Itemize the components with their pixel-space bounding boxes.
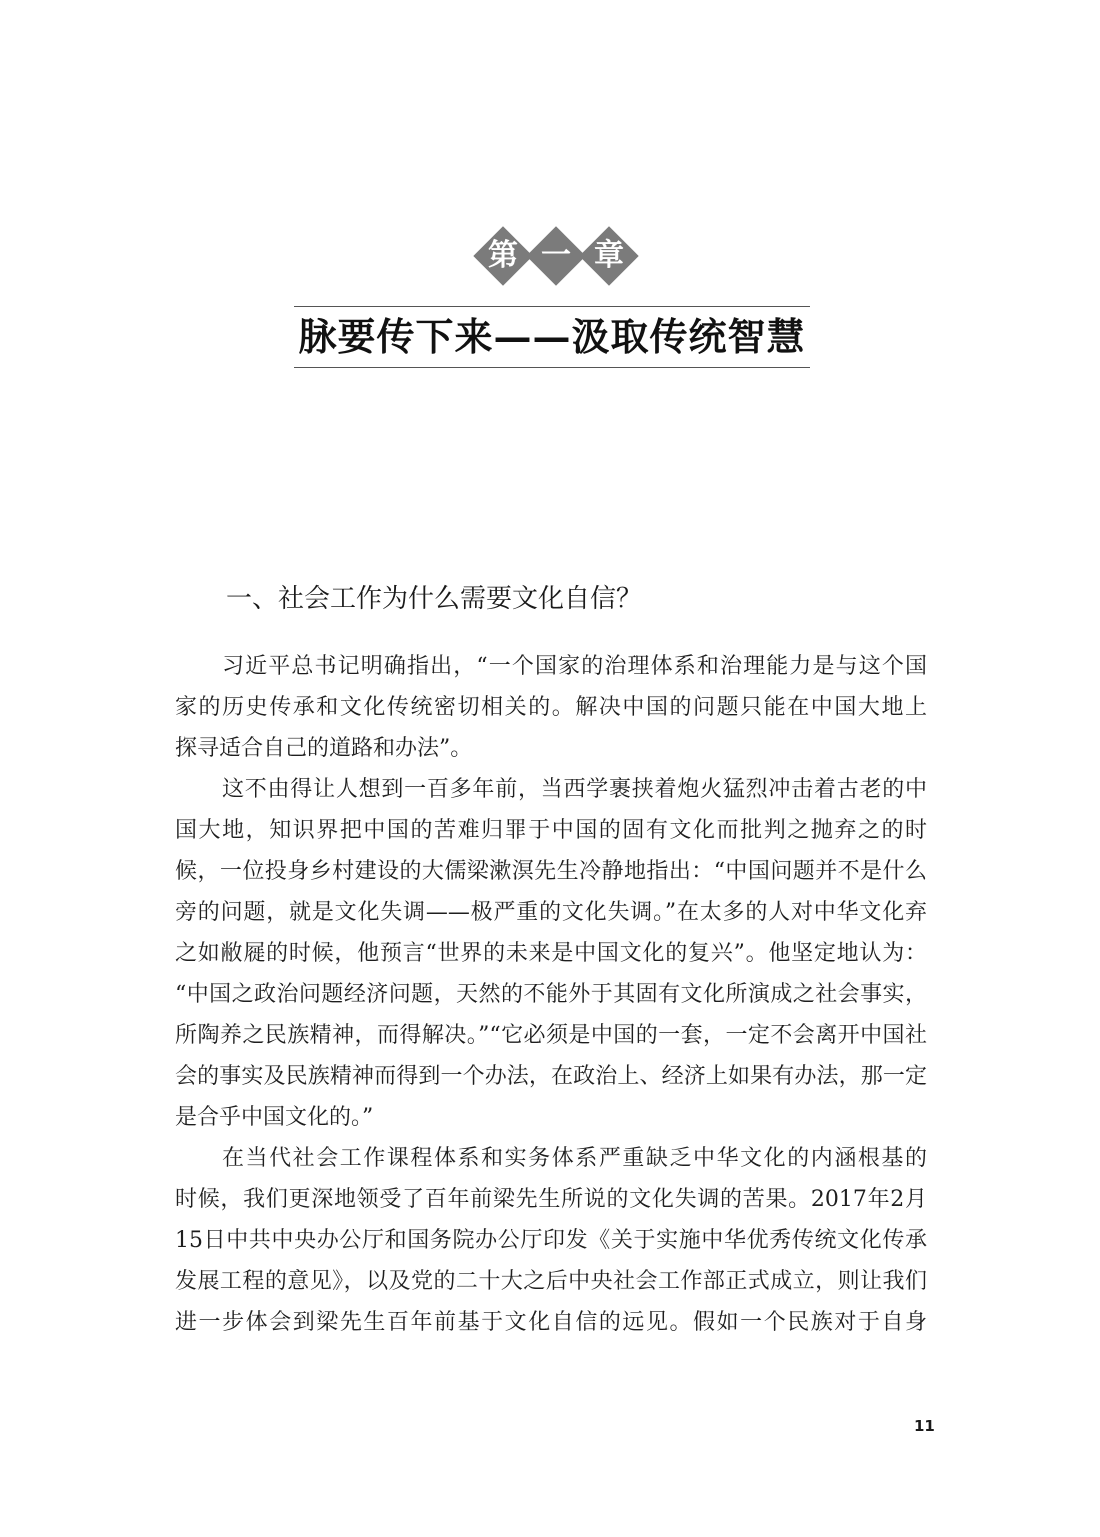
paragraph-line: “中国之政治问题经济问题，天然的不能外于其固有文化所演成之社会事实， [175,982,927,1007]
paragraph-line: 所陶养之民族精神，而得解决。”“它必须是中国的一套，一定不会离开中国社 [175,1023,927,1048]
paragraph-line: 旁的问题，就是文化失调——极严重的文化失调。”在太多的人对中华文化弃 [175,900,927,925]
chapter-badge-diamond [526,226,586,286]
chapter-badge-char: 第 [488,238,518,273]
paragraph-line: 15日中共中央办公厅和国务院办公厅印发《关于实施中华优秀传统文化传承 [175,1228,927,1253]
paragraph-line: 进一步体会到梁先生百年前基于文化自信的远见。假如一个民族对于自身 [175,1310,927,1335]
chapter-badge [470,224,636,288]
paragraph-line: 会的事实及民族精神而得到一个办法，在政治上、经济上如果有办法，那一定 [175,1064,927,1089]
paragraph-line: 候，一位投身乡村建设的大儒梁漱溟先生冷静地指出：“中国问题并不是什么 [175,859,927,884]
paragraph-line: 习近平总书记明确指出，“一个国家的治理体系和治理能力是与这个国 [222,654,927,679]
chapter-badge-char: 章 [594,238,624,273]
chapter-title-block [294,306,810,368]
paragraph-line: 时候，我们更深地领受了百年前梁先生所说的文化失调的苦果。2017年2月 [175,1187,927,1212]
paragraph-line: 发展工程的意见》，以及党的二十大之后中央社会工作部正式成立，则让我们 [175,1269,927,1294]
body-text [175,646,927,1343]
chapter-title: 脉要传下来——汲取传统智慧 [298,314,806,359]
page-number: 11 [914,1417,935,1435]
paragraph-line: 探寻适合自己的道路和办法”。 [175,736,473,761]
paragraph-line: 这不由得让人想到一百多年前，当西学裹挟着炮火猛烈冲击着古老的中 [222,777,927,802]
paragraph-line: 之如敝屣的时候，他预言“世界的未来是中国文化的复兴”。他坚定地认为： [175,941,927,966]
paragraph-line: 国大地，知识界把中国的苦难归罪于中国的固有文化而批判之抛弃之的时 [175,818,927,843]
paragraph-line: 在当代社会工作课程体系和实务体系严重缺乏中华文化的内涵根基的 [222,1146,927,1171]
chapter-badge-diamond [473,226,533,286]
paragraph-line: 是合乎中国文化的。” [175,1105,374,1130]
paragraph-line: 家的历史传承和文化传统密切相关的。解决中国的问题只能在中国大地上 [175,695,927,720]
chapter-badge-char: 一 [541,238,571,273]
chapter-badge-diamond [579,226,639,286]
section-heading: 一、社会工作为什么需要文化自信？ [226,584,643,614]
